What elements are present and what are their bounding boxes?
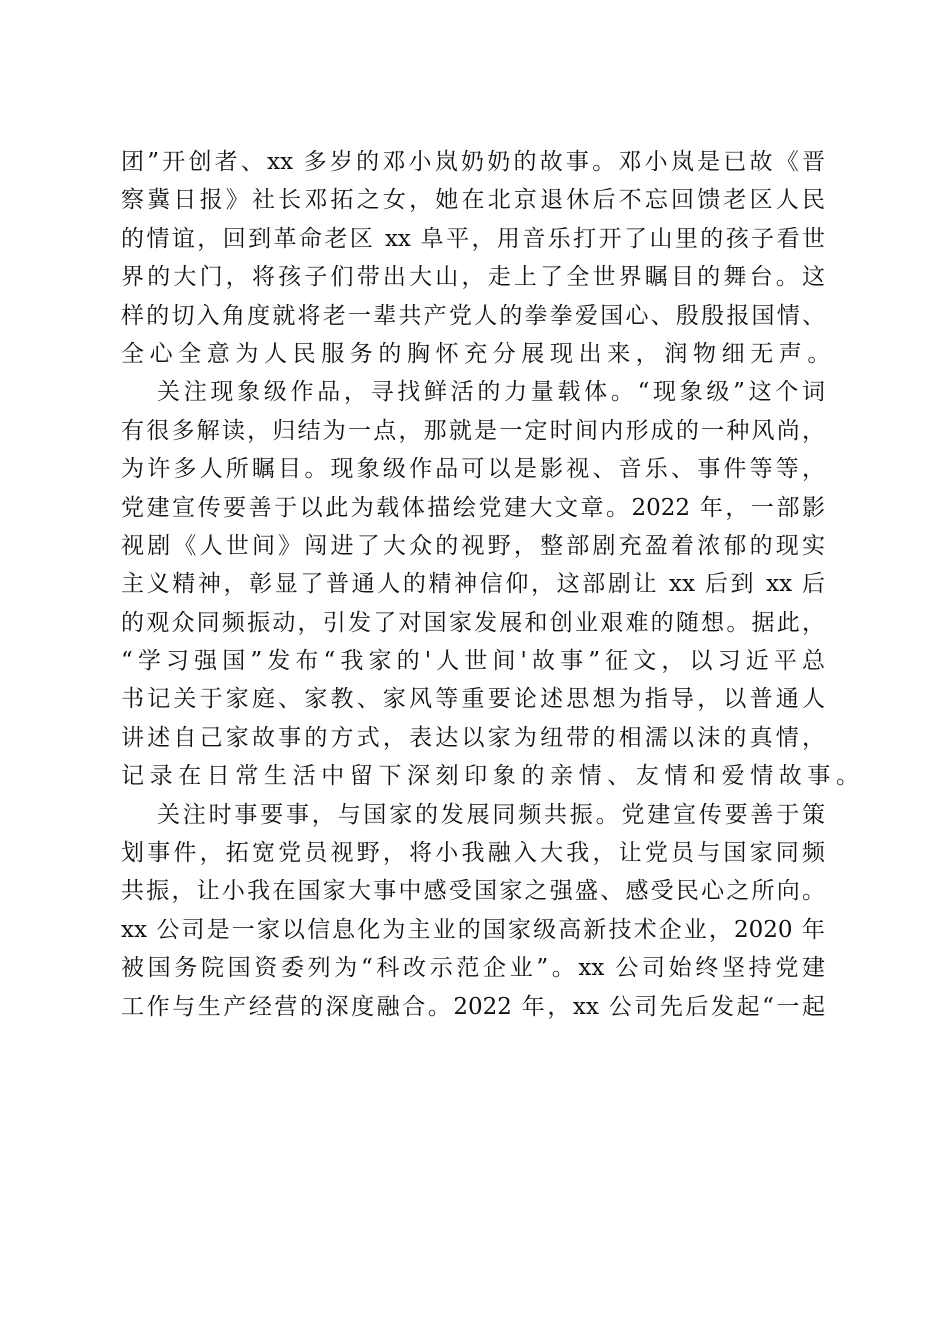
text-line: 视剧《人世间》闯进了大众的视野，整部剧充盈着浓郁的现实 <box>121 532 825 559</box>
text-line: 关注时事要事，与国家的发展同频共振。党建宣传要善于策 <box>157 801 825 828</box>
text-line: 察冀日报》社长邓拓之女，她在北京退休后不忘回馈老区人民 <box>121 187 825 214</box>
paragraph <box>121 796 825 1026</box>
text-line: “学习强国”发布“我家的'人世间'故事”征文，以习近平总 <box>121 648 825 675</box>
text-line: xx 公司是一家以信息化为主业的国家级高新技术企业，2020 年 <box>121 916 825 943</box>
text-line: 工作与生产经营的深度融合。2022 年，xx 公司先后发起“一起 <box>121 993 825 1020</box>
text-line: 讲述自己家故事的方式，表达以家为纽带的相濡以沫的真情， <box>121 724 825 751</box>
text-line: 为许多人所瞩目。现象级作品可以是影视、音乐、事件等等， <box>121 456 825 483</box>
text-line: 有很多解读，归结为一点，那就是一定时间内形成的一种风尚， <box>121 417 825 444</box>
document-body <box>121 143 865 1026</box>
text-line: 团”开创者、xx 多岁的邓小岚奶奶的故事。邓小岚是已故《晋 <box>121 149 825 175</box>
text-line: 关注现象级作品，寻找鲜活的力量载体。“现象级”这个词 <box>157 379 825 406</box>
text-line: 共振，让小我在国家大事中感受国家之强盛、感受民心之所向。 <box>121 878 825 905</box>
text-line: 被国务院国资委列为“科改示范企业”。xx 公司始终坚持党建 <box>121 955 825 982</box>
text-line: 划事件，拓宽党员视野，将小我融入大我，让党员与国家同频 <box>121 840 825 867</box>
text-line: 全心全意为人民服务的胸怀充分展现出来，润物细无声。 <box>121 340 836 367</box>
text-line: 记录在日常生活中留下深刻印象的亲情、友情和爱情故事。 <box>121 763 865 790</box>
text-line: 主义精神，彰显了普通人的精神信仰，这部剧让 xx 后到 xx 后 <box>121 571 825 598</box>
paragraph <box>121 373 865 795</box>
text-line: 书记关于家庭、家教、家风等重要论述思想为指导，以普通人 <box>121 686 825 713</box>
text-line: 样的切入角度就将老一辈共产党人的拳拳爱国心、殷殷报国情、 <box>121 302 825 329</box>
text-line: 党建宣传要善于以此为载体描绘党建大文章。2022 年，一部影 <box>121 494 825 521</box>
paragraph <box>121 143 836 373</box>
text-line: 的观众同频振动，引发了对国家发展和创业艰难的随想。据此， <box>121 609 825 636</box>
text-line: 的情谊，回到革命老区 xx 阜平，用音乐打开了山里的孩子看世 <box>121 225 825 252</box>
text-line: 界的大门，将孩子们带出大山，走上了全世界瞩目的舞台。这 <box>121 264 825 291</box>
